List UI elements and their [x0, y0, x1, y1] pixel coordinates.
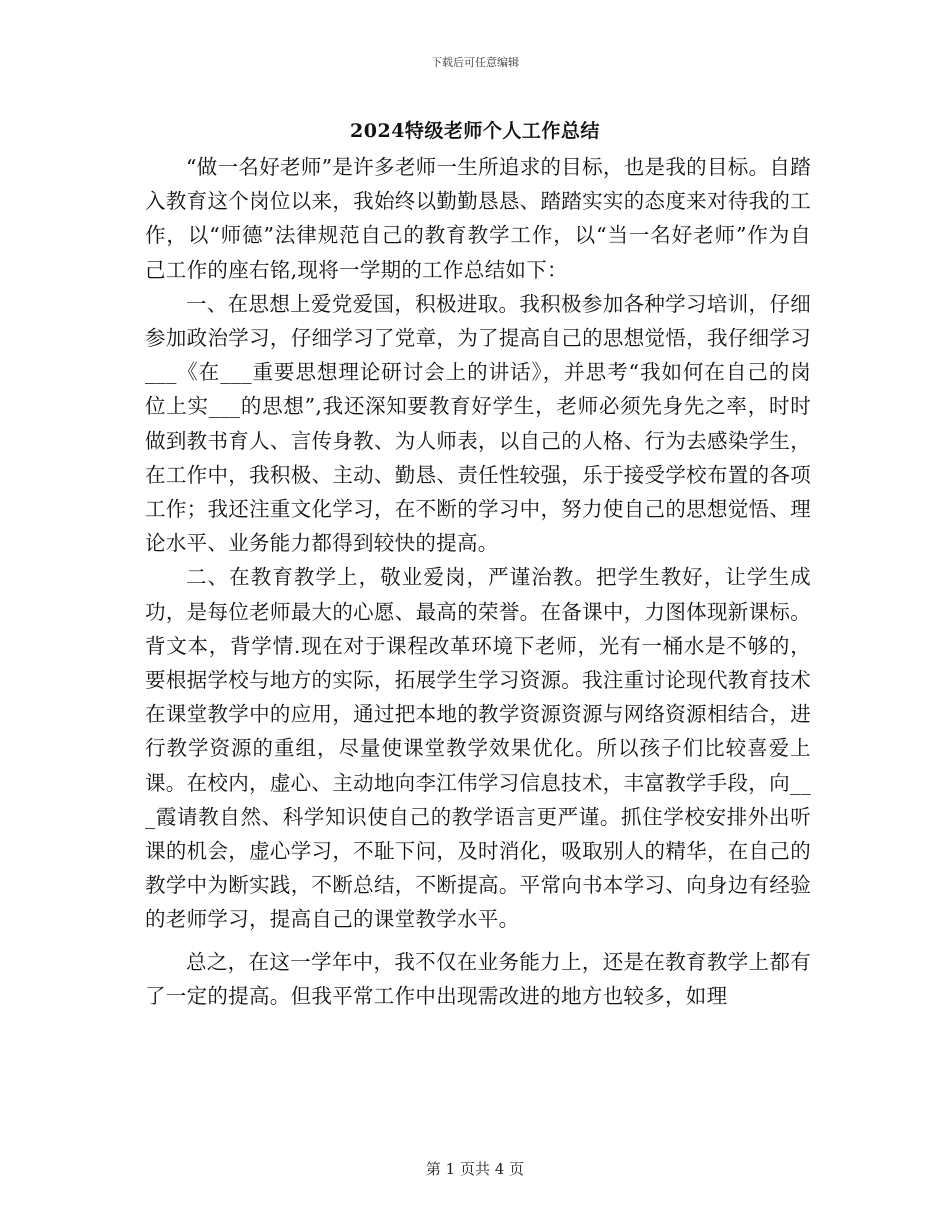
document-body: [145, 150, 811, 1013]
paragraph-section-one: 一、在思想上爱党爱国，积极进取。我积极参加各种学习培训，仔细参加政治学习，仔细学习了党章，为了提高自己的思想觉悟，我仔细学习___《在___重要思想理论研讨会上的讲话》，并思考“我如何在自己的岗位上实___的思想”,我还深知要教育好学生，老师必须先身先之率，时时做到教书育人、言传身教、为人师表，以自己的人格、行为去感染学生，在工作中，我积极、主动、勤恳、责任性较强，乐于接受学校布置的各项工作；我还注重文化学习，在不断的学习中，努力使自己的思想觉悟、理论水平、业务能力都得到较快的提高。: [145, 291, 811, 556]
document-title: 2024特级老师个人工作总结: [350, 120, 600, 142]
page-number: 第 1 页共 4 页: [425, 1160, 525, 1178]
paragraph-conclusion: 总之，在这一学年中，我不仅在业务能力上，还是在教育教学上都有了一定的提高。但我平常工作中出现需改进的地方也较多，如理: [145, 949, 811, 1008]
paragraph-intro: “做一名好老师”是许多老师一生所追求的目标，也是我的目标。自踏入教育这个岗位以来，我始终以勤勤恳恳、踏踏实实的态度来对待我的工作，以“师德”法律规范自己的教育教学工作，以“当一名好老师”作为自己工作的座右铭,现将一学期的工作总结如下：: [145, 155, 811, 282]
header-note: 下载后可任意编辑: [431, 56, 519, 69]
paragraph-section-two: 二、在教育教学上，敬业爱岗，严谨治教。把学生教好，让学生成功，是每位老师最大的心愿、最高的荣誉。在备课中，力图体现新课标。背文本，背学情.现在对于课程改革环境下老师，光有一桶水是不够的，要根据学校与地方的实际，拓展学生学习资源。我注重讨论现代教育技术在课堂教学中的应用，通过把本地的教学资源资源与网络资源相结合，进行教学资源的重组，尽量使课堂教学效果优化。所以孩子们比较喜爱上课。在校内，虚心、主动地向李江伟学习信息技术，丰富教学手段，向___霞请教自然、科学知识使自己的教学语言更严谨。抓住学校安排外出听课的机会，虚心学习，不耻下问，及时消化，吸取别人的精华，在自己的教学中为断实践，不断总结，不断提高。平常向书本学习、向身边有经验的老师学习，提高自己的课堂教学水平。: [145, 565, 811, 932]
